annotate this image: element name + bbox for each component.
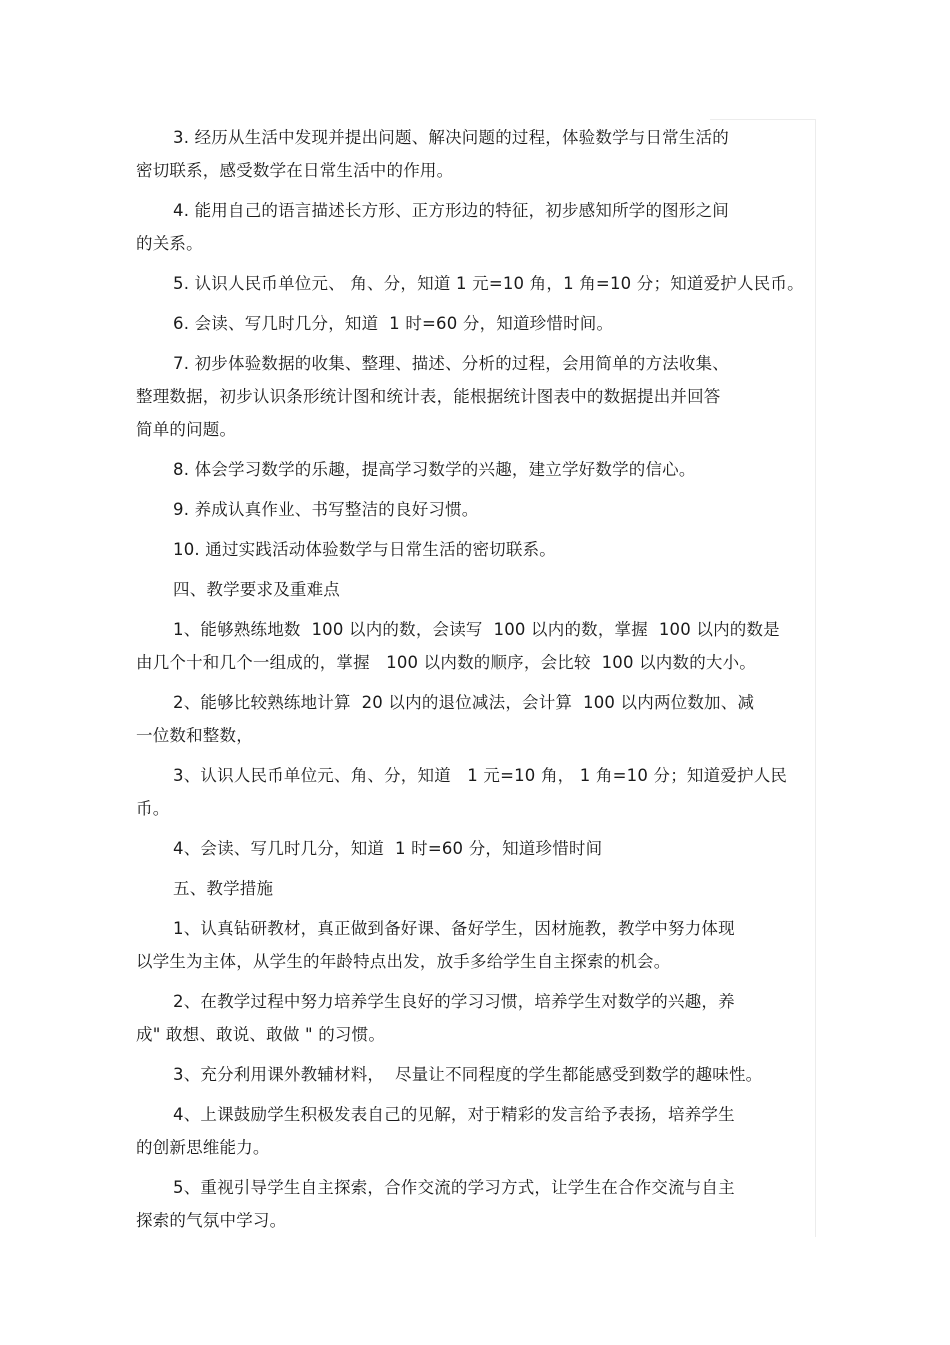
paragraph bbox=[136, 985, 814, 1051]
paragraph-first-line: 4. 能用自己的语言描述长方形、正方形边的特征，初步感知所学的图形之间 bbox=[173, 201, 729, 220]
paragraph bbox=[136, 453, 814, 486]
paragraph-first-line: 3、充分利用课外教辅材料， 尽量让不同程度的学生都能感受到数学的趣味性。 bbox=[173, 1065, 763, 1084]
paragraph-first-line: 5、重视引导学生自主探索，合作交流的学习方式，让学生在合作交流与自主 bbox=[173, 1178, 735, 1197]
page-border-right bbox=[815, 119, 816, 1237]
paragraph-first-line: 2、在教学过程中努力培养学生良好的学习习惯，培养学生对数学的兴趣，养 bbox=[173, 992, 735, 1011]
paragraph-line: 的创新思维能力。 bbox=[136, 1138, 270, 1157]
paragraph bbox=[136, 686, 814, 752]
paragraph-first-line: 6. 会读、写几时几分，知道 1 时=60 分，知道珍惜时间。 bbox=[173, 314, 614, 333]
paragraph-first-line: 2、能够比较熟练地计算 20 以内的退位减法，会计算 100 以内两位数加、减 bbox=[173, 693, 755, 712]
paragraph-line: 探索的气氛中学习。 bbox=[136, 1211, 287, 1230]
paragraph-line: 币。 bbox=[136, 799, 170, 818]
paragraph bbox=[136, 267, 814, 300]
paragraph-line: 成" 敢想、敢说、敢做 " 的习惯。 bbox=[136, 1025, 386, 1044]
paragraph bbox=[136, 1098, 814, 1164]
paragraph-first-line: 5. 认识人民币单位元、 角、分，知道 1 元=10 角，1 角=10 分；知道爱护人民币。 bbox=[173, 274, 804, 293]
paragraph bbox=[136, 832, 814, 865]
paragraph bbox=[136, 759, 814, 825]
paragraph-line: 的关系。 bbox=[136, 234, 203, 253]
paragraph-first-line: 五、教学措施 bbox=[173, 879, 274, 898]
paragraph bbox=[136, 493, 814, 526]
paragraph-first-line: 4、会读、写几时几分，知道 1 时=60 分，知道珍惜时间 bbox=[173, 839, 603, 858]
paragraph-line: 简单的问题。 bbox=[136, 420, 237, 439]
paragraph-line: 以学生为主体，从学生的年龄特点出发，放手多给学生自主探索的机会。 bbox=[136, 952, 671, 971]
paragraph bbox=[136, 1058, 814, 1091]
paragraph-first-line: 3、认识人民币单位元、角、分，知道 1 元=10 角， 1 角=10 分；知道爱护人民 bbox=[173, 766, 788, 785]
paragraph-first-line: 9. 养成认真作业、书写整洁的良好习惯。 bbox=[173, 500, 479, 519]
page-border-top bbox=[710, 119, 815, 120]
paragraph-line: 一位数和整数， bbox=[136, 726, 253, 745]
paragraph-first-line: 四、教学要求及重难点 bbox=[173, 580, 340, 599]
paragraph bbox=[136, 533, 814, 566]
paragraph-first-line: 1、能够熟练地数 100 以内的数，会读写 100 以内的数，掌握 100 以内的数是 bbox=[173, 620, 780, 639]
paragraph bbox=[136, 347, 814, 446]
paragraph-first-line: 7. 初步体验数据的收集、整理、描述、分析的过程，会用简单的方法收集、 bbox=[173, 354, 729, 373]
paragraph-first-line: 10. 通过实践活动体验数学与日常生活的密切联系。 bbox=[173, 540, 556, 559]
paragraph-line: 密切联系，感受数学在日常生活中的作用。 bbox=[136, 161, 454, 180]
paragraph bbox=[136, 613, 814, 679]
paragraph-first-line: 4、上课鼓励学生积极发表自己的见解，对于精彩的发言给予表扬，培养学生 bbox=[173, 1105, 735, 1124]
paragraph bbox=[136, 307, 814, 340]
paragraph bbox=[136, 912, 814, 978]
paragraph-line: 整理数据，初步认识条形统计图和统计表，能根据统计图表中的数据提出并回答 bbox=[136, 387, 721, 406]
paragraph-line: 由几个十和几个一组成的，掌握 100 以内数的顺序，会比较 100 以内数的大小。 bbox=[136, 653, 757, 672]
paragraph bbox=[136, 573, 814, 606]
paragraph bbox=[136, 121, 814, 187]
paragraph-first-line: 8. 体会学习数学的乐趣，提高学习数学的兴趣，建立学好数学的信心。 bbox=[173, 460, 696, 479]
paragraph bbox=[136, 872, 814, 905]
paragraph bbox=[136, 1171, 814, 1237]
paragraph-first-line: 1、认真钻研教材，真正做到备好课、备好学生，因材施教，教学中努力体现 bbox=[173, 919, 735, 938]
paragraph-first-line: 3. 经历从生活中发现并提出问题、解决问题的过程，体验数学与日常生活的 bbox=[173, 128, 729, 147]
document-body bbox=[136, 121, 814, 1244]
paragraph bbox=[136, 194, 814, 260]
